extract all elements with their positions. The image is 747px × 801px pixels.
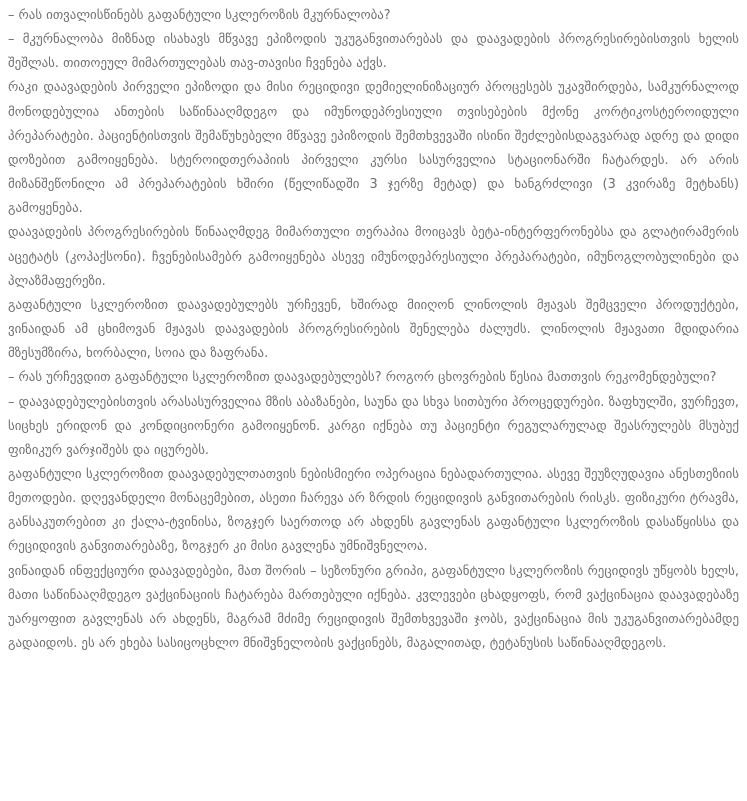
article-paragraph: დაავადების პროგრესირების წინააღმდეგ მიმართული თერაპია მოიცავს ბეტა-ინტერფერონებსა და გლატირამერის აცეტატს (კოპაქსონი). ჩვენებისამებრ გამოიყენება ასევე იმუნოდეპრესიული პრეპარატები, იმუნოგლობულინები და პლაზმაფერეზი. xyxy=(8,225,739,289)
article-paragraph: გაფანტული სკლეროზით დაავადებულებს ურჩევენ, ხშირად მიიღონ ლინოლის მჟავას შემცველი პროდუქტები, ვინაიდან ამ ცხიმოვან მჟავას დაავადების პროგრესირების შენელება ძალუძს. ლინოლის მჟავათი მდიდარია მზესუმზირა, ხორბალი, სოია და ზაფრანა. xyxy=(8,297,739,362)
article-paragraph: – რას ურჩევდით გაფანტული სკლეროზით დაავადებულებს? როგორ ცხოვრების წესია მათთვის რეკომენდებული? xyxy=(8,370,717,386)
article-paragraph: რაკი დაავადების პირველი ეპიზოდი და მისი რეციდივი დემიელინიზაციურ პროცესებს უკავშირდება, სამკურნალოდ მონოდებულია ანთების საწინააღმდეგო და იმუნოდეპრესიული თვისებების მქონე კორტიკოსტეროიდული პრეპარატები. პაციენტისთვის შემაწუხებელი მწვავე ეპიზოდის შემთხვევაში ისინი შეძლებისდაგვარად ადრე და დიდი დოზებით გამოიყენება. სტეროიდთერაპიის პირველი კურსი სასურველია სტაციონარში ჩატარდეს. არ არის მიზანშეწონილი ამ პრეპარატების ხშირი (წელიწადში 3 ჯერზე მეტად) და ხანგრძლივი (3 კვირაზე მეტხანს) გამოყენება. xyxy=(8,80,739,217)
article-paragraph: – მკურნალობა მიზნად ისახავს მწვავე ეპიზოდის უკუგანვითარებას და დაავადების პროგრესირებისთვის ხელის შეშლას. თითოეულ მიმართულებას თავ-თავისი ჩვენება აქვს. xyxy=(8,32,739,72)
article-paragraph: გაფანტული სკლეროზით დაავადებულთათვის ნებისმიერი ოპერაცია ნებადართულია. ასევე შეუზღუდავია ანესთეზიის მეთოდები. დღევანდელი მონაცემებით, ასეთი ჩარევა არ ზრდის რეციდივის განვითარების რისკს. ფიზიკური ტრავმა, განსაკუთრებით კი ქალა-ტვინისა, ზოგჯერ საერთოდ არ ახდენს გავლენას გაფანტული სკლეროზის დასაწყისსა და რეციდივის განვითარებაზე, ზოგჯერ კი მისი გავლენა უმნიშვნელოა. xyxy=(8,466,739,555)
article-paragraph: ვინაიდან ინფექციური დაავადებები, მათ შორის – სეზონური გრიპი, გაფანტული სკლეროზის რეციდივს უწყობს ხელს, მათი საწინააღმდეგო ვაქცინაციის ჩატარება მართებული იქნება. კვლევები ცხადყოფს, რომ ვაქცინაცია დაავადებაზე უარყოფით გავლენას არ ახდენს, მაგრამ მძიმე რეციდივის შემთხვევაში ჯობს, ვაქცინაცია მის უკუგანვითარებამდე გადაიდოს. ეს არ ეხება სასიცოცხლო მნიშვნელობის ვაქცინებს, მაგალითად, ტეტანუსის საწინააღმდეგოს. xyxy=(8,563,739,652)
article-paragraph: – დაავადებულებისთვის არასასურველია მზის აბაზანები, საუნა და სხვა სითბური პროცედურები. ზაფხულში, ვურჩევთ, სიცხეს ერიდონ და კონდიციონერი გამოიყენონ. კარგი იქნება თუ პაციენტი რეგულარულად შეასრულებს მსუბუქ ფიზიკურ ვარჯიშებს და იცურებს. xyxy=(8,394,739,458)
article-paragraph: – რას ითვალისწინებს გაფანტული სკლეროზის მკურნალობა? xyxy=(8,8,391,23)
